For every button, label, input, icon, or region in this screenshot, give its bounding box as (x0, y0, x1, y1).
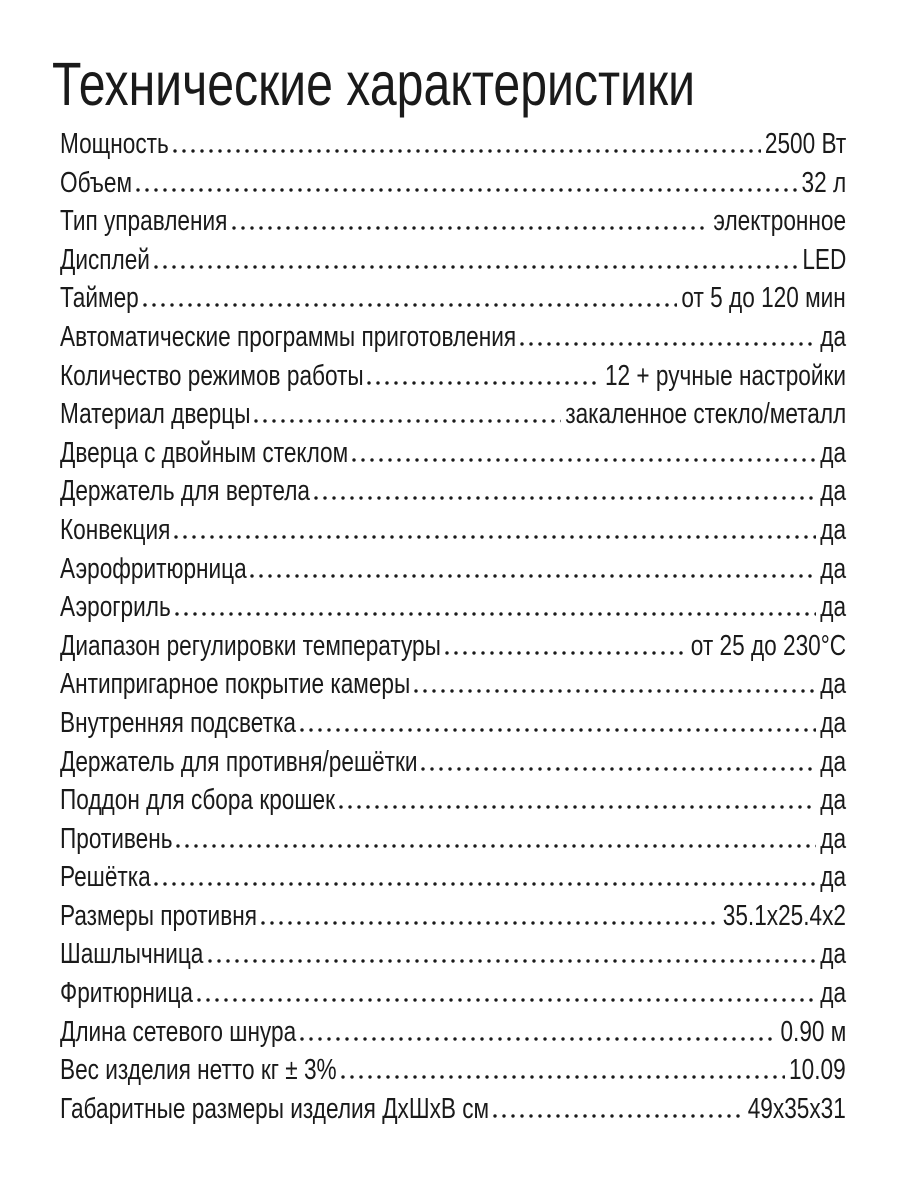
spec-value: да (820, 320, 847, 353)
dot-leader (445, 651, 687, 655)
spec-value: да (820, 475, 847, 508)
spec-value: да (820, 822, 847, 855)
spec-label: Размеры противня (60, 899, 257, 932)
spec-value: электронное (713, 205, 847, 238)
spec-row-volume (60, 164, 846, 203)
spec-row-net-weight (60, 1051, 846, 1090)
spec-label: Дисплей (60, 243, 150, 276)
spec-label: Тип управления (60, 205, 228, 238)
dot-leader (173, 149, 761, 153)
page-title: Технические характеристики (52, 50, 696, 118)
dot-leader (300, 728, 816, 732)
spec-value: да (820, 436, 847, 469)
spec-label: Дверца с двойным стеклом (60, 436, 349, 469)
spec-value: да (820, 784, 847, 817)
spec-value: да (820, 938, 847, 971)
dot-leader (250, 574, 816, 578)
spec-row-interior-light (60, 704, 846, 743)
dot-leader (352, 458, 816, 462)
spec-row-air-fryer (60, 550, 846, 589)
spec-list (60, 125, 846, 1128)
spec-label: Противень (60, 822, 173, 855)
spec-row-air-grill (60, 588, 846, 627)
dot-leader (339, 805, 816, 809)
dot-leader (208, 959, 817, 963)
spec-row-skewer-rack (60, 935, 846, 974)
spec-row-spit-holder (60, 472, 846, 511)
spec-row-double-glass (60, 434, 846, 473)
spec-value: от 25 до 230°С (690, 629, 847, 662)
spec-row-nonstick-coating (60, 665, 846, 704)
spec-value: да (820, 513, 847, 546)
spec-value: да (820, 668, 847, 701)
dot-leader (421, 767, 816, 771)
spec-row-cord-length (60, 1013, 846, 1052)
spec-row-power (60, 125, 846, 164)
spec-value: 10.09 (789, 1054, 846, 1087)
spec-row-convection (60, 511, 846, 550)
dot-leader (254, 419, 561, 423)
dot-leader (136, 188, 798, 192)
spec-value: закаленное стекло/металл (565, 398, 847, 431)
spec-label: Количество режимов работы (60, 359, 364, 392)
spec-label: Внутренняя подсветка (60, 706, 296, 739)
spec-value: да (820, 977, 847, 1010)
dot-leader (493, 1114, 744, 1118)
dot-leader (341, 1075, 785, 1079)
spec-value: да (820, 745, 847, 778)
spec-value: 32 л (801, 166, 847, 199)
spec-row-baking-tray (60, 820, 846, 859)
dot-leader (175, 612, 816, 616)
spec-value: 12 + ручные настройки (604, 359, 847, 392)
spec-label: Материал дверцы (60, 398, 251, 431)
spec-value: да (820, 706, 847, 739)
spec-label: Антипригарное покрытие камеры (60, 668, 411, 701)
spec-row-crumb-tray (60, 781, 846, 820)
spec-label: Конвекция (60, 513, 171, 546)
spec-label: Объем (60, 166, 133, 199)
spec-label: Таймер (60, 282, 139, 315)
spec-row-overall-dimensions (60, 1090, 846, 1129)
dot-leader (197, 998, 816, 1002)
spec-row-fryer-basket (60, 974, 846, 1013)
spec-row-timer (60, 279, 846, 318)
spec-label: Длина сетевого шнура (60, 1015, 297, 1048)
dot-leader (520, 342, 816, 346)
spec-label: Поддон для сбора крошек (60, 784, 335, 817)
spec-value: 0.90 м (780, 1015, 847, 1048)
spec-row-control-type (60, 202, 846, 241)
spec-row-grill-rack (60, 858, 846, 897)
dot-leader (154, 265, 799, 269)
spec-label: Мощность (60, 128, 169, 160)
spec-row-mode-count (60, 357, 846, 396)
spec-value: да (820, 861, 847, 894)
spec-value: да (820, 591, 847, 624)
spec-value: LED (802, 243, 847, 276)
dot-leader (176, 844, 816, 848)
spec-row-auto-programs (60, 318, 846, 357)
spec-row-tray-dimensions (60, 897, 846, 936)
dot-leader (367, 381, 601, 385)
spec-value: 49х35х31 (747, 1092, 846, 1125)
spec-value: да (820, 552, 847, 585)
spec-label: Вес изделия нетто кг ± 3% (60, 1054, 337, 1087)
dot-leader (414, 689, 816, 693)
spec-row-temperature-range (60, 627, 846, 666)
dot-leader (314, 496, 817, 500)
dot-leader (174, 535, 816, 539)
spec-label: Держатель для противня/решётки (60, 745, 418, 778)
spec-label: Габаритные размеры изделия ДхШхВ см (60, 1092, 490, 1125)
spec-label: Фритюрница (60, 977, 193, 1010)
spec-label: Шашлычница (60, 938, 204, 971)
spec-row-display (60, 241, 846, 280)
dot-leader (232, 226, 710, 230)
dot-leader (261, 921, 718, 925)
spec-value: 35.1х25.4х2 (722, 899, 847, 932)
dot-leader (300, 1037, 776, 1041)
dot-leader (143, 303, 678, 307)
spec-label: Держатель для вертела (60, 475, 310, 508)
spec-label: Аэрофритюрница (60, 552, 247, 585)
spec-value: от 5 до 120 мин (681, 282, 846, 315)
spec-label: Диапазон регулировки температуры (60, 629, 441, 662)
spec-row-tray-holder (60, 743, 846, 782)
dot-leader (154, 882, 816, 886)
spec-label: Автоматические программы приготовления (60, 320, 517, 353)
spec-row-door-material (60, 395, 846, 434)
spec-label: Решётка (60, 861, 151, 894)
spec-label: Аэрогриль (60, 591, 171, 624)
spec-value: 2500 Вт (764, 128, 847, 160)
